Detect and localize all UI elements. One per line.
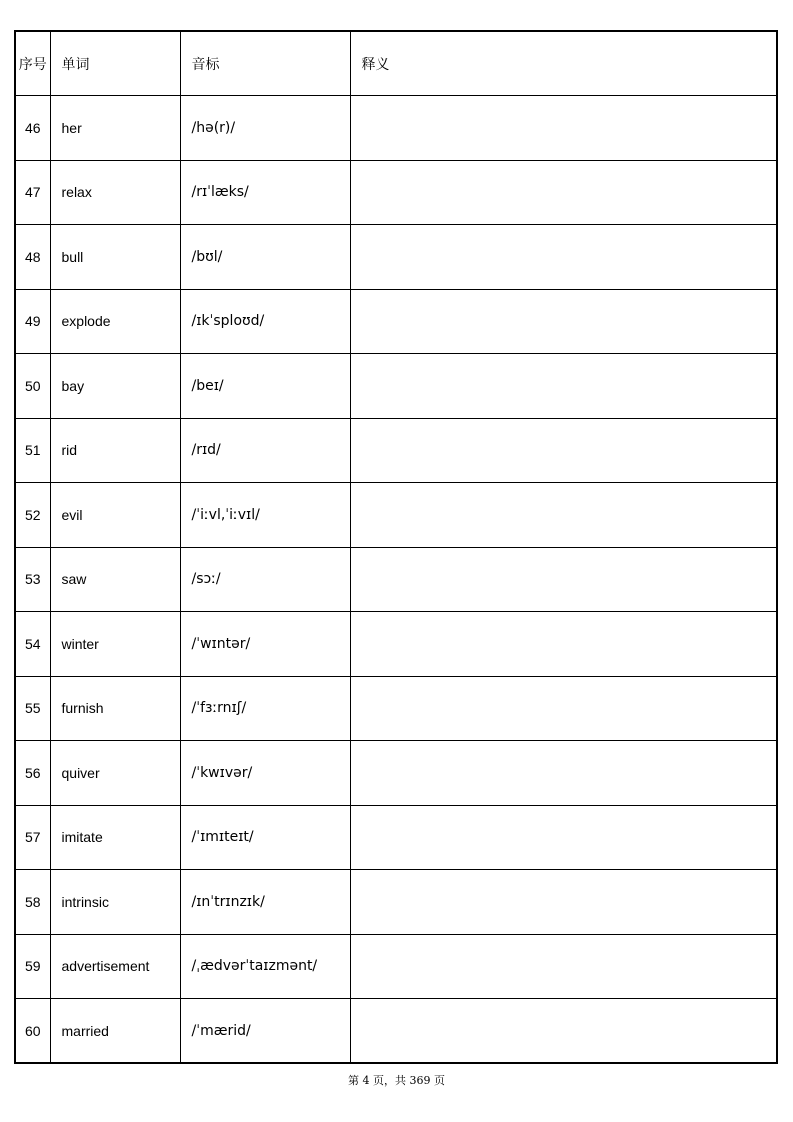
table-row [15,483,777,548]
row-phonetic: /ˈmærid/ [180,999,350,1064]
row-word: bull [50,225,180,290]
row-num: 56 [15,741,50,806]
row-phonetic: /rɪˈlæks/ [180,160,350,225]
row-phonetic: /ˈfɜːrnɪʃ/ [180,676,350,741]
row-phonetic: /ˌædvərˈtaɪzmənt/ [180,934,350,999]
table-row [15,934,777,999]
row-num: 47 [15,160,50,225]
row-word: quiver [50,741,180,806]
row-word: winter [50,612,180,677]
row-phonetic: /ˈɪmɪteɪt/ [180,805,350,870]
header-phonetic: 音标 [180,31,350,96]
row-meaning [350,96,777,161]
row-num: 46 [15,96,50,161]
row-meaning [350,741,777,806]
row-phonetic: /ɪnˈtrɪnzɪk/ [180,870,350,935]
row-word: her [50,96,180,161]
row-phonetic: /hə(r)/ [180,96,350,161]
row-num: 51 [15,418,50,483]
table-row [15,741,777,806]
table-row [15,676,777,741]
header-num: 序号 [15,31,50,96]
row-word: relax [50,160,180,225]
row-meaning [350,676,777,741]
row-meaning [350,354,777,419]
row-meaning [350,612,777,677]
table-row [15,289,777,354]
table-row [15,354,777,419]
row-num: 49 [15,289,50,354]
row-phonetic: /ˈiːvl,ˈiːvɪl/ [180,483,350,548]
row-meaning [350,805,777,870]
row-meaning [350,225,777,290]
row-num: 60 [15,999,50,1064]
row-word: evil [50,483,180,548]
row-word: explode [50,289,180,354]
row-phonetic: /sɔː/ [180,547,350,612]
row-word: rid [50,418,180,483]
row-meaning [350,934,777,999]
row-word: advertisement [50,934,180,999]
table-header-row [15,31,777,96]
header-word: 单词 [50,31,180,96]
row-num: 48 [15,225,50,290]
row-word: furnish [50,676,180,741]
row-phonetic: /bʊl/ [180,225,350,290]
row-phonetic: /rɪd/ [180,418,350,483]
row-num: 53 [15,547,50,612]
table-row [15,805,777,870]
row-meaning [350,547,777,612]
row-num: 52 [15,483,50,548]
table-row [15,96,777,161]
row-word: bay [50,354,180,419]
table-row [15,225,777,290]
row-num: 58 [15,870,50,935]
row-word: imitate [50,805,180,870]
table-row [15,612,777,677]
table-row [15,547,777,612]
row-num: 54 [15,612,50,677]
row-meaning [350,999,777,1064]
row-meaning [350,160,777,225]
table-row [15,870,777,935]
table-row [15,160,777,225]
row-num: 55 [15,676,50,741]
vocab-table [14,30,778,1064]
row-phonetic: /ˈwɪntər/ [180,612,350,677]
row-meaning [350,289,777,354]
row-phonetic: /ɪkˈsploʊd/ [180,289,350,354]
row-num: 50 [15,354,50,419]
page-footer: 第 4 页，共 369 页 [348,1074,445,1087]
table-row [15,418,777,483]
row-phonetic: /beɪ/ [180,354,350,419]
table-row [15,999,777,1064]
row-num: 57 [15,805,50,870]
row-num: 59 [15,934,50,999]
row-phonetic: /ˈkwɪvər/ [180,741,350,806]
row-word: saw [50,547,180,612]
row-word: married [50,999,180,1064]
header-meaning: 释义 [350,31,777,96]
row-meaning [350,418,777,483]
row-meaning [350,483,777,548]
row-meaning [350,870,777,935]
row-word: intrinsic [50,870,180,935]
